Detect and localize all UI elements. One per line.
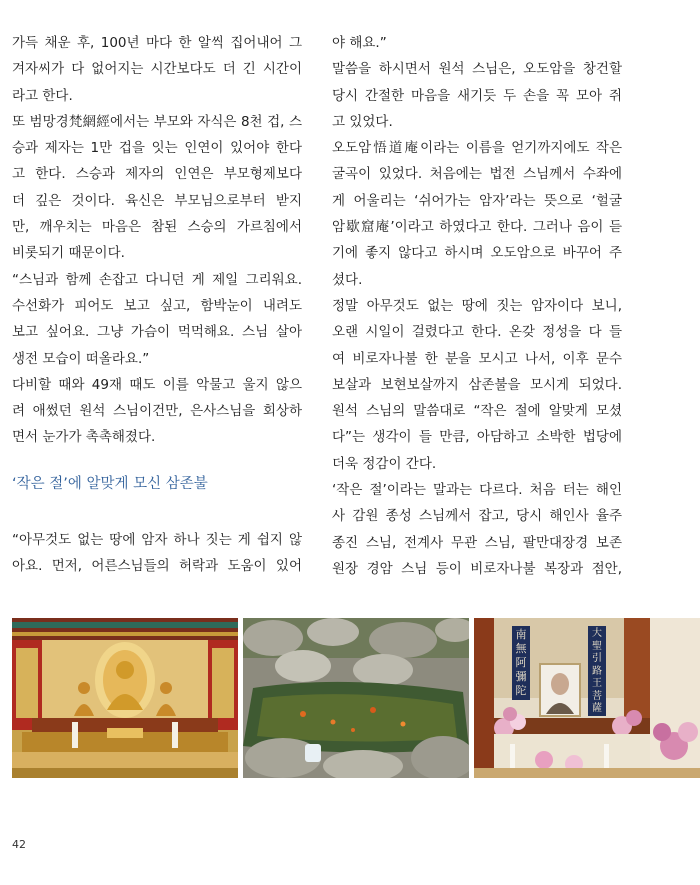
banner-char: 聖 xyxy=(592,640,602,652)
buddha-hall-illustration xyxy=(12,618,238,778)
banner-char: 無 xyxy=(515,642,527,655)
text-line: 셨다. xyxy=(332,271,363,288)
text-line: 원장 경암 스님 등이 비로자나불 복장과 점안, xyxy=(332,560,622,577)
buddha-hall-photo xyxy=(12,618,238,778)
banner-char: 薩 xyxy=(592,703,602,714)
right-column xyxy=(332,30,622,582)
banner-char: 王 xyxy=(592,678,602,689)
text-line: ‘작은 절’이라는 말과는 다르다. 처음 터는 해인 xyxy=(332,482,622,499)
text-line: 더 깊은 것이다. 육신은 부모님으로부터 받지 xyxy=(12,192,302,209)
text-line: 굴곡이 있었다. 처음에는 법전 스님께서 수좌에 xyxy=(332,166,622,183)
text-line: 다비할 때와 49재 때도 이를 악물고 울지 않으 xyxy=(12,376,302,393)
text-line: 려 애썼던 원석 스님이건만, 은사스님을 회상하 xyxy=(12,403,302,420)
left-column xyxy=(12,30,302,579)
text-line: 라고 한다. xyxy=(12,87,73,104)
rock-pond-illustration xyxy=(243,618,469,778)
text-line: 보고 싶어요. 그냥 가슴이 먹먹해요. 스님 살아 xyxy=(12,324,302,341)
text-line: 다”는 생각이 들 만큼, 아담하고 소박한 법당에 xyxy=(332,429,622,446)
text-line: 게 어울리는 ‘쉬어가는 암자’라는 뜻으로 ‘헐굴 xyxy=(332,192,622,209)
text-line: 보살과 보현보살까지 삼존불을 모시게 되었다. xyxy=(332,376,622,393)
text-line: 암歇窟庵’이라고 하였다고 한다. 그러나 음이 듣 xyxy=(332,219,622,236)
text-line: 야 해요.” xyxy=(332,35,387,51)
memorial-altar-illustration xyxy=(474,618,700,778)
text-line: 또 범망경梵網經에서는 부모와 자식은 8천 겁, 스 xyxy=(12,113,302,130)
text-line: 생전 모습이 떠올라요.” xyxy=(12,350,150,367)
text-line: 고 한다. 스승과 제자의 인연은 부모형제보다 xyxy=(12,166,302,183)
text-line: “스님과 함께 손잡고 다니던 게 제일 그리워요. xyxy=(12,271,302,288)
text-line: 비롯되기 때문이다. xyxy=(12,245,125,262)
page-number: 42 xyxy=(12,838,26,851)
text-line: 고 있었다. xyxy=(332,113,393,130)
text-line: 사 감원 종성 스님께서 잡고, 당시 해인사 율주 xyxy=(332,508,622,525)
text-line: 원석 스님의 말씀대로 “작은 절에 알맞게 모셨 xyxy=(332,403,622,420)
memorial-altar-photo xyxy=(474,618,700,778)
banner-right xyxy=(588,628,606,716)
banner-char: 路 xyxy=(592,665,602,677)
text-line: 아요. 먼저, 어른스님들의 허락과 도움이 있어 xyxy=(12,558,302,575)
banner-char: 菩 xyxy=(592,690,602,702)
banner-char: 陀 xyxy=(515,684,527,697)
text-line: 오랜 시일이 걸렸다고 한다. 온갖 정성을 다 들 xyxy=(332,324,622,341)
text-line: 가득 채운 후, 100년 마다 한 알씩 집어내어 그 xyxy=(12,35,302,51)
text-line: 종진 스님, 전계사 무관 스님, 팔만대장경 보존 xyxy=(332,534,622,551)
text-line: 수선화가 피어도 보고 싶고, 함박눈이 내려도 xyxy=(12,297,302,314)
banner-left xyxy=(512,628,530,698)
text-line: 만, 깨우치는 마음은 참된 스승의 가르침에서 xyxy=(12,219,302,236)
rock-pond-photo xyxy=(243,618,469,778)
banner-char: 彌 xyxy=(515,670,527,683)
text-line: 오도암悟道庵이라는 이름을 얻기까지에도 작은 xyxy=(332,140,622,157)
banner-char: 阿 xyxy=(515,656,527,669)
section-heading: ‘작은 절’에 알맞게 모신 삼존불 xyxy=(12,475,208,492)
banner-char: 大 xyxy=(592,628,602,639)
text-line: 더욱 정감이 간다. xyxy=(332,455,437,472)
text-line: 승과 제자는 1만 겁을 잇는 인연이 있어야 한다 xyxy=(12,140,302,157)
text-line: 당시 간절한 마음을 새기듯 두 손을 꼭 모아 쥐 xyxy=(332,87,622,104)
text-line: 정말 아무것도 없는 땅에 짓는 암자이다 보니, xyxy=(332,297,622,314)
text-line: 면서 눈가가 촉촉해졌다. xyxy=(12,429,156,446)
text-line: 여 비로자나불 한 분을 모시고 나서, 이후 문수 xyxy=(332,350,622,367)
banner-char: 南 xyxy=(515,628,527,641)
text-line: 말씀을 하시면서 원석 스님은, 오도암을 창건할 xyxy=(332,61,622,78)
text-line: 기에 좋지 않다고 하시며 오도암으로 바꾸어 주 xyxy=(332,245,622,262)
text-line: “아무것도 없는 땅에 암자 하나 짓는 게 쉽지 않 xyxy=(12,531,302,548)
banner-char: 引 xyxy=(592,653,602,664)
text-line: 겨자씨가 다 없어지는 시간보다도 더 긴 시간이 xyxy=(12,61,302,78)
